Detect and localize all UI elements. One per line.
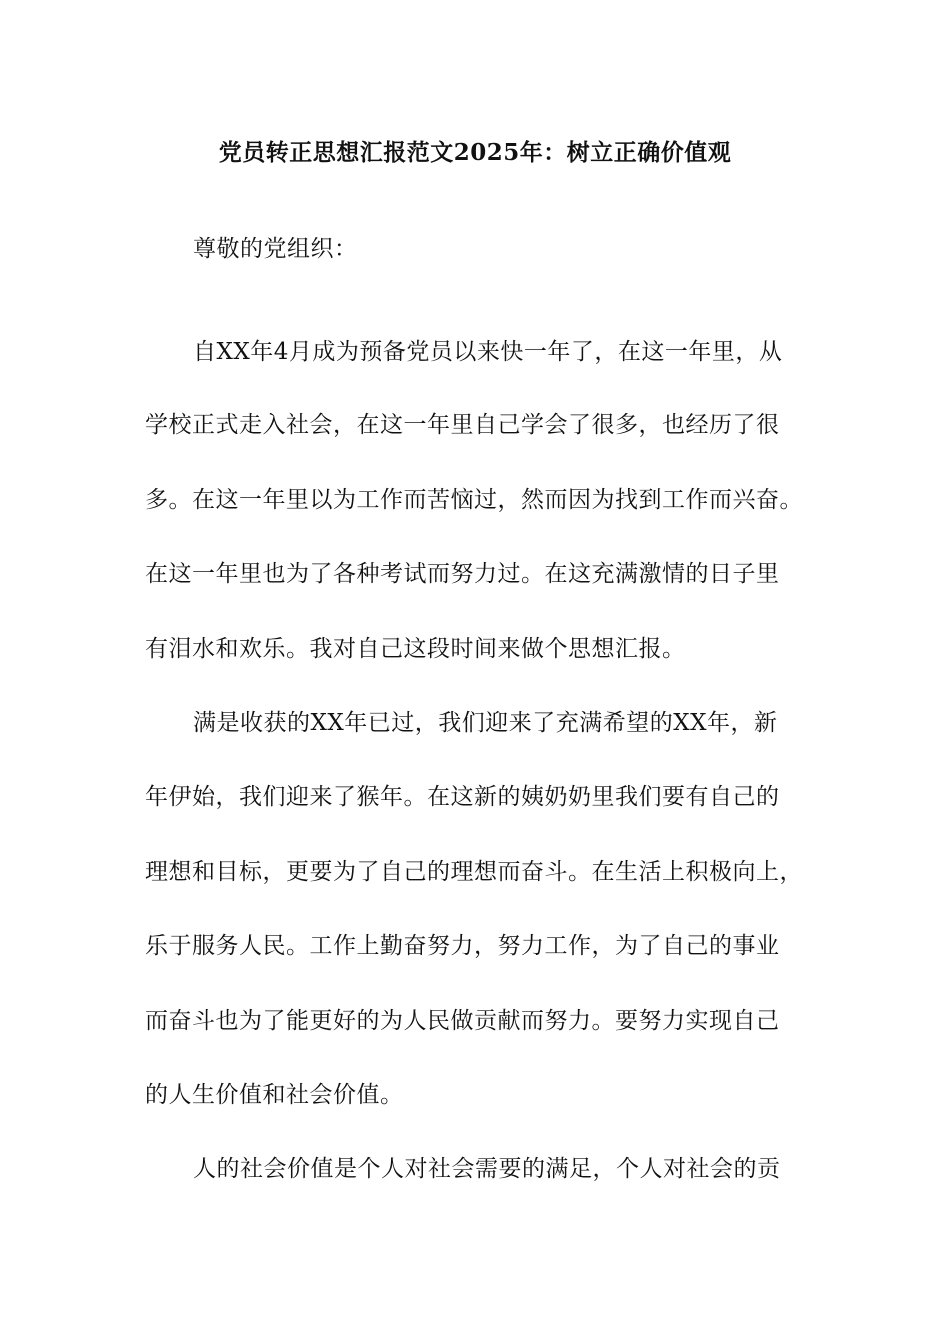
paragraph-2-line-5: 而奋斗也为了能更好的为人民做贡献而努力。要努力实现自己 — [145, 1008, 780, 1034]
paragraph-1-line-5: 有泪水和欢乐。我对自己这段时间来做个思想汇报。 — [145, 636, 686, 662]
paragraph-1-line-1: 自XX年4月成为预备党员以来快一年了，在这一年里，从 — [193, 339, 783, 365]
paragraph-2-line-4: 乐于服务人民。工作上勤奋努力，努力工作，为了自己的事业 — [145, 933, 780, 959]
paragraph-1-line-2: 学校正式走入社会，在这一年里自己学会了很多，也经历了很 — [145, 412, 780, 438]
salutation: 尊敬的党组织： — [193, 236, 358, 262]
paragraph-2-line-1: 满是收获的XX年已过，我们迎来了充满希望的XX年，新 — [193, 710, 778, 736]
paragraph-2-line-6: 的人生价值和社会价值。 — [145, 1082, 404, 1108]
paragraph-1-line-3: 多。在这一年里以为工作而苦恼过，然而因为找到工作而兴奋。 — [145, 487, 803, 513]
paragraph-3-line-1: 人的社会价值是个人对社会需要的满足，个人对社会的贡 — [193, 1156, 781, 1182]
paragraph-1-line-4: 在这一年里也为了各种考试而努力过。在这充满激情的日子里 — [145, 561, 780, 587]
paragraph-2-line-2: 年伊始，我们迎来了猴年。在这新的姨奶奶里我们要有自己的 — [145, 784, 780, 810]
paragraph-2-line-3: 理想和目标，更要为了自己的理想而奋斗。在生活上积极向上， — [145, 859, 803, 885]
document-title: 党员转正思想汇报范文2025年：树立正确价值观 — [218, 139, 732, 166]
